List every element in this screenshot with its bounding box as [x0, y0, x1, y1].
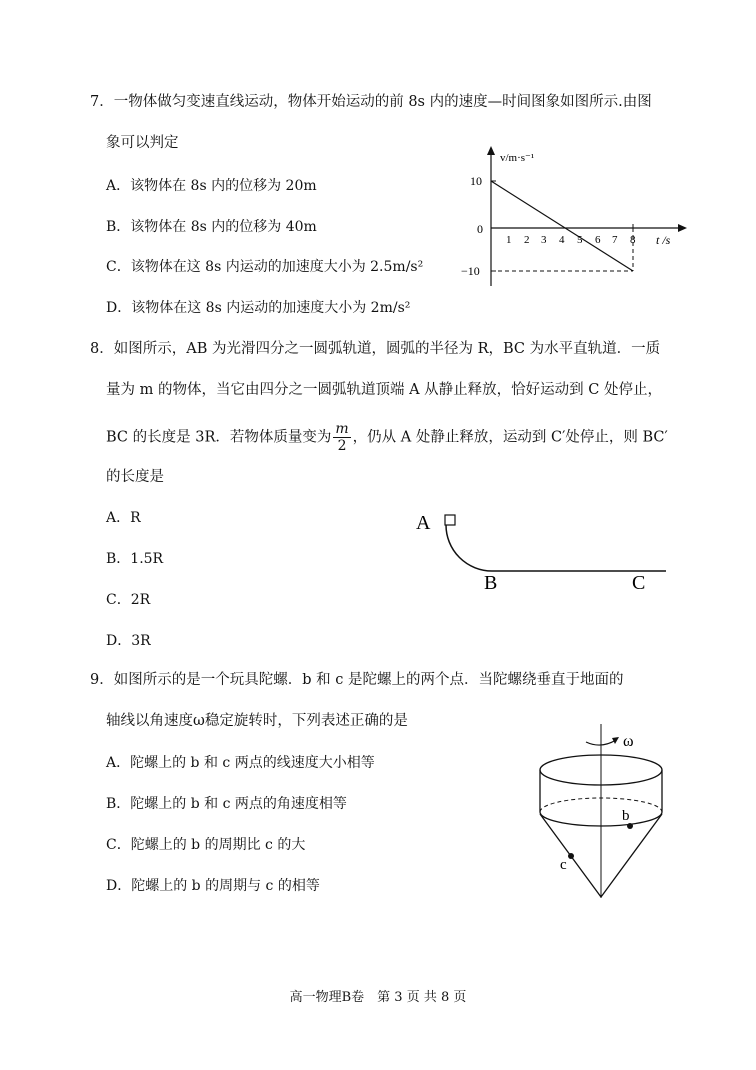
x-axis-arrow [678, 224, 687, 232]
q9-option-d: D．陀螺上的 b 的周期与 c 的相等 [106, 878, 320, 894]
origin-label: 0 [477, 222, 483, 236]
x-tick-1: 1 [506, 234, 512, 246]
x-tick-5: 5 [577, 234, 583, 246]
q7-option-a: A．该物体在 8s 内的位移为 20m [106, 178, 317, 194]
quarter-arc-ab [446, 525, 492, 571]
x-tick-7: 7 [612, 234, 618, 246]
block-at-a [445, 515, 455, 525]
q8-line3-pre: BC 的长度是 3R．若物体质量变为 [106, 429, 332, 446]
y-axis-label: v/m·s⁻¹ [500, 152, 535, 164]
fraction-numerator: m [335, 421, 349, 437]
omega-label: ω [623, 733, 634, 750]
mass-fraction [333, 421, 350, 454]
q7-stem-line1: 7．一物体做匀变速直线运动，物体开始运动的前 8s 内的速度—时间图象如图所示.由图 [90, 94, 652, 110]
q8-track-diagram [410, 505, 675, 600]
q8-option-a: A．R [106, 510, 141, 526]
point-c [568, 853, 574, 859]
q9-option-a: A．陀螺上的 b 和 c 两点的线速度大小相等 [106, 755, 375, 771]
q8-stem-line4: 的长度是 [106, 469, 164, 485]
label-b: B [484, 572, 498, 594]
q9-stem-line2: 轴线以角速度ω稳定旋转时，下列表述正确的是 [106, 713, 408, 729]
velocity-line [491, 181, 633, 271]
point-c-label: c [560, 857, 567, 873]
x-axis-label: t /s [656, 233, 671, 247]
x-tick-3: 3 [541, 234, 547, 246]
q7-option-c: C．该物体在这 8s 内运动的加速度大小为 2.5m/s² [106, 259, 424, 275]
x-tick-8: 8 [630, 234, 636, 246]
q7-option-b: B．该物体在 8s 内的位移为 40m [106, 219, 317, 235]
fraction-denominator: 2 [337, 438, 347, 454]
q9-option-b: B．陀螺上的 b 和 c 两点的角速度相等 [106, 796, 347, 812]
q7-option-d: D．该物体在这 8s 内运动的加速度大小为 2m/s² [106, 300, 411, 316]
q7-stem-line2: 象可以判定 [106, 135, 179, 151]
q8-option-d: D．3R [106, 633, 151, 649]
x-tick-6: 6 [595, 234, 601, 246]
y-bottom-label: −10 [461, 264, 480, 278]
point-b-label: b [622, 808, 630, 824]
q8-line3-post: ，仍从 A 处静止释放，运动到 C′处停止，则 BC′ [352, 429, 668, 446]
x-tick-2: 2 [524, 234, 530, 246]
q8-option-b: B．1.5R [106, 551, 164, 567]
page-footer: 高一物理B卷 第 3 页 共 8 页 [289, 990, 467, 1005]
q8-stem-line2: 量为 m 的物体，当它由四分之一圆弧轨道顶端 A 从静止释放，恰好运动到 C 处停止， [106, 382, 662, 398]
label-a: A [416, 512, 431, 534]
q7-vt-graph [455, 144, 695, 294]
label-c: C [632, 572, 646, 594]
x-tick-labels [506, 234, 636, 246]
q9-option-c: C．陀螺上的 b 的周期比 c 的大 [106, 837, 306, 853]
y-axis-arrow [487, 146, 495, 155]
y-top-label: 10 [470, 174, 482, 188]
x-tick-4: 4 [559, 234, 565, 246]
q9-top-diagram [520, 722, 670, 902]
q8-stem-line3 [106, 421, 668, 454]
rotation-arrowhead [612, 737, 619, 744]
q8-stem-line1: 8．如图所示，AB 为光滑四分之一圆弧轨道，圆弧的半径为 R，BC 为水平直轨道．一质 [90, 341, 661, 357]
q9-stem-line1: 9．如图所示的是一个玩具陀螺．b 和 c 是陀螺上的两个点．当陀螺绕垂直于地面的 [90, 672, 624, 688]
q8-option-c: C．2R [106, 592, 151, 608]
